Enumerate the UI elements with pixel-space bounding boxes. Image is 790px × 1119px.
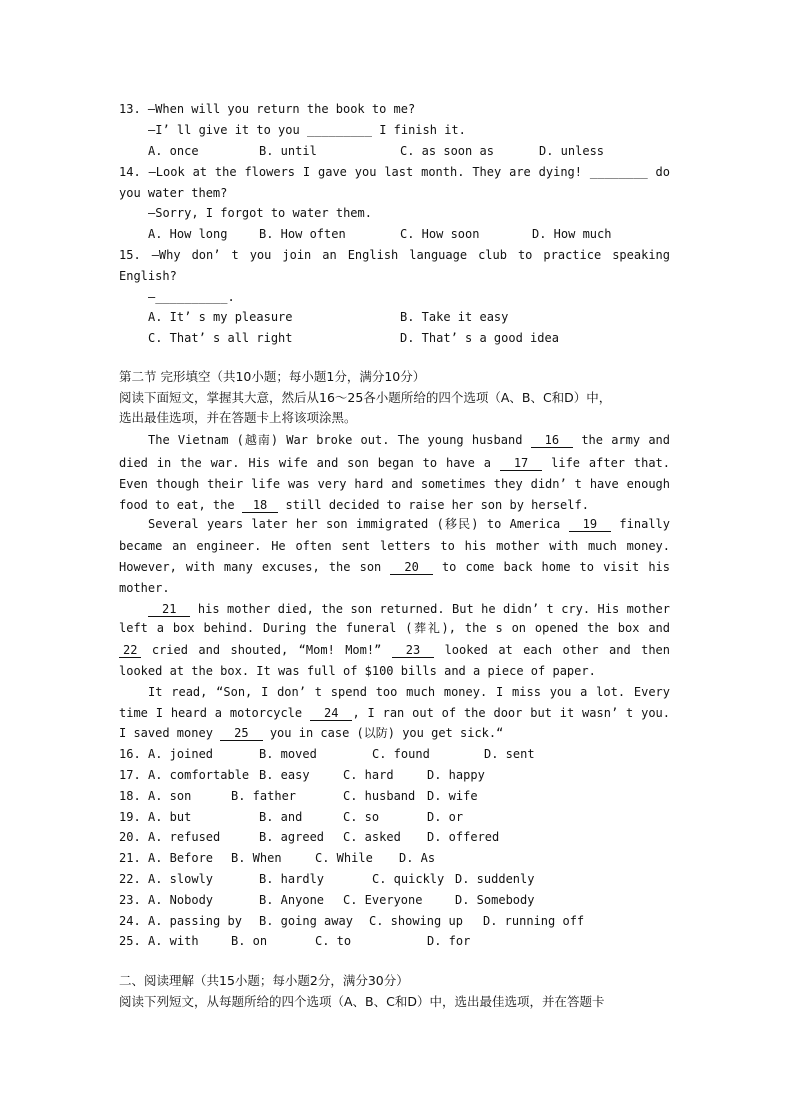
question-text: —Look at the flowers I gave you last month. They are dying! ________ do — [148, 165, 670, 179]
option-b: B. until — [259, 144, 317, 158]
blank-24: 24 — [310, 706, 352, 721]
option-a: A. How long — [148, 227, 228, 241]
question-14-response: —Sorry, I forgot to water them. — [148, 206, 372, 220]
option-d: D. As — [399, 851, 436, 865]
option-number: 23. — [119, 893, 141, 907]
option-number: 25. — [119, 934, 141, 948]
option-c: C. found — [372, 747, 430, 761]
option-b: B. moved — [259, 747, 317, 761]
question-text: —Why don’ t you join an English language club to practice speaking — [151, 248, 670, 262]
option-b: B. Anyone — [259, 893, 325, 907]
option-number: 19. — [119, 810, 141, 824]
option-a: A. comfortable — [148, 768, 250, 782]
option-d: D. That’ s a good idea — [400, 331, 559, 345]
cloze-option-row — [119, 850, 670, 866]
question-number: 15. — [119, 248, 141, 262]
option-d: D. Somebody — [455, 893, 535, 907]
option-a: A. Nobody — [148, 893, 214, 907]
passage-line: Even though their life was very hard and sometimes they didn’ t have enough — [119, 477, 670, 491]
question-15-options-row1 — [119, 309, 670, 325]
option-c: C. That’ s all right — [148, 331, 293, 345]
option-d: D. unless — [539, 144, 605, 158]
option-number: 17. — [119, 768, 141, 782]
cloze-option-row — [119, 892, 670, 908]
option-c: C. as soon as — [400, 144, 494, 158]
question-13-options — [119, 143, 670, 159]
passage-line: died in the war. His wife and son began to have a 17 life after that. — [119, 456, 670, 470]
cloze-option-row — [119, 746, 670, 762]
option-d: D. How much — [532, 227, 612, 241]
passage-line: Several years later her son immigrated (移民) to America 19 finally — [148, 517, 670, 531]
option-b: B. easy — [259, 768, 310, 782]
option-a: A. but — [148, 810, 192, 824]
passage-line: became an engineer. He often sent letters to his mother with much money. — [119, 539, 670, 553]
question-15-options-row2 — [119, 330, 670, 346]
option-b: B. When — [231, 851, 282, 865]
cloze-option-row — [119, 871, 670, 887]
section-title: 第二节 完形填空（共10小题；每小题1分，满分10分） — [119, 369, 426, 384]
option-number: 16. — [119, 747, 141, 761]
option-b: B. and — [259, 810, 303, 824]
option-a: A. It’ s my pleasure — [148, 310, 293, 324]
passage-line: mother. — [119, 581, 170, 595]
option-number: 21. — [119, 851, 141, 865]
reading-section-instructions: 阅读下列短文，从每题所给的四个选项（A、B、C和D）中，选出最佳选项，并在答题卡 — [119, 994, 605, 1009]
option-a: A. son — [148, 789, 192, 803]
question-number: 14. — [119, 165, 141, 179]
question-13-response: —I’ ll give it to you _________ I finish it. — [148, 123, 466, 137]
option-b: B. Take it easy — [400, 310, 509, 324]
passage-line: looked at the box. It was full of $100 bills and a piece of paper. — [119, 664, 596, 678]
option-c: C. hard — [343, 768, 394, 782]
option-b: B. on — [231, 934, 268, 948]
question-14-prompt — [119, 164, 670, 180]
question-14-options — [119, 226, 670, 242]
question-15-response: —__________. — [148, 290, 235, 304]
cloze-option-row — [119, 933, 670, 949]
option-d: D. or — [427, 810, 464, 824]
option-c: C. so — [343, 810, 380, 824]
question-number: 13. — [119, 102, 141, 116]
option-number: 20. — [119, 830, 141, 844]
option-c: C. showing up — [369, 914, 463, 928]
option-b: B. How often — [259, 227, 346, 241]
reading-section-title: 二、阅读理解（共15小题；每小题2分，满分30分） — [119, 973, 409, 988]
option-d: D. for — [427, 934, 471, 948]
option-a: A. joined — [148, 747, 214, 761]
passage-line: I saved money 25 you in case (以防) you get sick.“ — [119, 726, 504, 740]
option-b: B. going away — [259, 914, 353, 928]
option-c: C. quickly — [372, 872, 445, 886]
question-14-prompt-cont: you water them? — [119, 186, 228, 200]
option-c: C. How soon — [400, 227, 480, 241]
passage-line: 22 cried and shouted, “Mom! Mom!” 23 looked at each other and then — [119, 642, 670, 658]
blank-19: 19 — [569, 517, 611, 532]
passage-line: However, with many excuses, the son 20 to come back home to visit his — [119, 560, 670, 574]
section-instructions-cont: 选出最佳选项，并在答题卡上将该项涂黑。 — [119, 410, 357, 425]
passage-line: time I heard a motorcycle 24 , I ran out of the door but it wasn’ t you. — [119, 706, 670, 720]
cloze-option-row — [119, 829, 670, 845]
option-a: A. with — [148, 934, 199, 948]
option-a: A. Before — [148, 851, 214, 865]
cloze-option-row — [119, 809, 670, 825]
cloze-option-row — [119, 767, 670, 783]
option-d: D. suddenly — [455, 872, 535, 886]
passage-line: food to eat, the 18 still decided to raise her son by herself. — [119, 498, 589, 512]
cloze-option-row — [119, 788, 670, 804]
blank-25: 25 — [220, 726, 262, 741]
option-number: 18. — [119, 789, 141, 803]
blank-22: 22 — [119, 643, 141, 658]
option-b: B. father — [231, 789, 297, 803]
question-15-prompt-cont: English? — [119, 269, 177, 283]
option-a: A. once — [148, 144, 199, 158]
blank-17: 17 — [500, 456, 542, 471]
blank-20: 20 — [390, 560, 432, 575]
section-instructions: 阅读下面短文，掌握其大意，然后从16～25各小题所给的四个选项（A、B、C和D）中， — [119, 390, 612, 405]
option-c: C. While — [315, 851, 373, 865]
blank-16: 16 — [531, 433, 573, 448]
option-d: D. running off — [483, 914, 585, 928]
option-a: A. slowly — [148, 872, 214, 886]
option-d: D. happy — [427, 768, 485, 782]
passage-line: The Vietnam (越南) War broke out. The young husband 16 the army and — [148, 433, 670, 447]
question-15-prompt — [119, 247, 670, 263]
passage-line: left a box behind. During the funeral (葬礼), the s on opened the box and — [119, 621, 670, 635]
option-c: C. asked — [343, 830, 401, 844]
option-c: C. Everyone — [343, 893, 423, 907]
option-d: D. offered — [427, 830, 500, 844]
option-number: 24. — [119, 914, 141, 928]
option-b: B. agreed — [259, 830, 325, 844]
option-a: A. passing by — [148, 914, 242, 928]
option-c: C. husband — [343, 789, 416, 803]
option-a: A. refused — [148, 830, 221, 844]
option-c: C. to — [315, 934, 352, 948]
question-text: —When will you return the book to me? — [147, 102, 416, 116]
passage-line: 21 his mother died, the son returned. But he didn’ t cry. His mother — [148, 601, 670, 617]
blank-21: 21 — [148, 602, 190, 617]
option-b: B. hardly — [259, 872, 325, 886]
option-d: D. wife — [427, 789, 478, 803]
option-number: 22. — [119, 872, 141, 886]
question-13-prompt — [119, 101, 670, 117]
cloze-option-row — [119, 913, 670, 929]
passage-line: It read, “Son, I don’ t spend too much money. I miss you a lot. Every — [148, 685, 670, 699]
blank-18: 18 — [242, 498, 278, 513]
blank-23: 23 — [392, 643, 434, 658]
option-d: D. sent — [484, 747, 535, 761]
